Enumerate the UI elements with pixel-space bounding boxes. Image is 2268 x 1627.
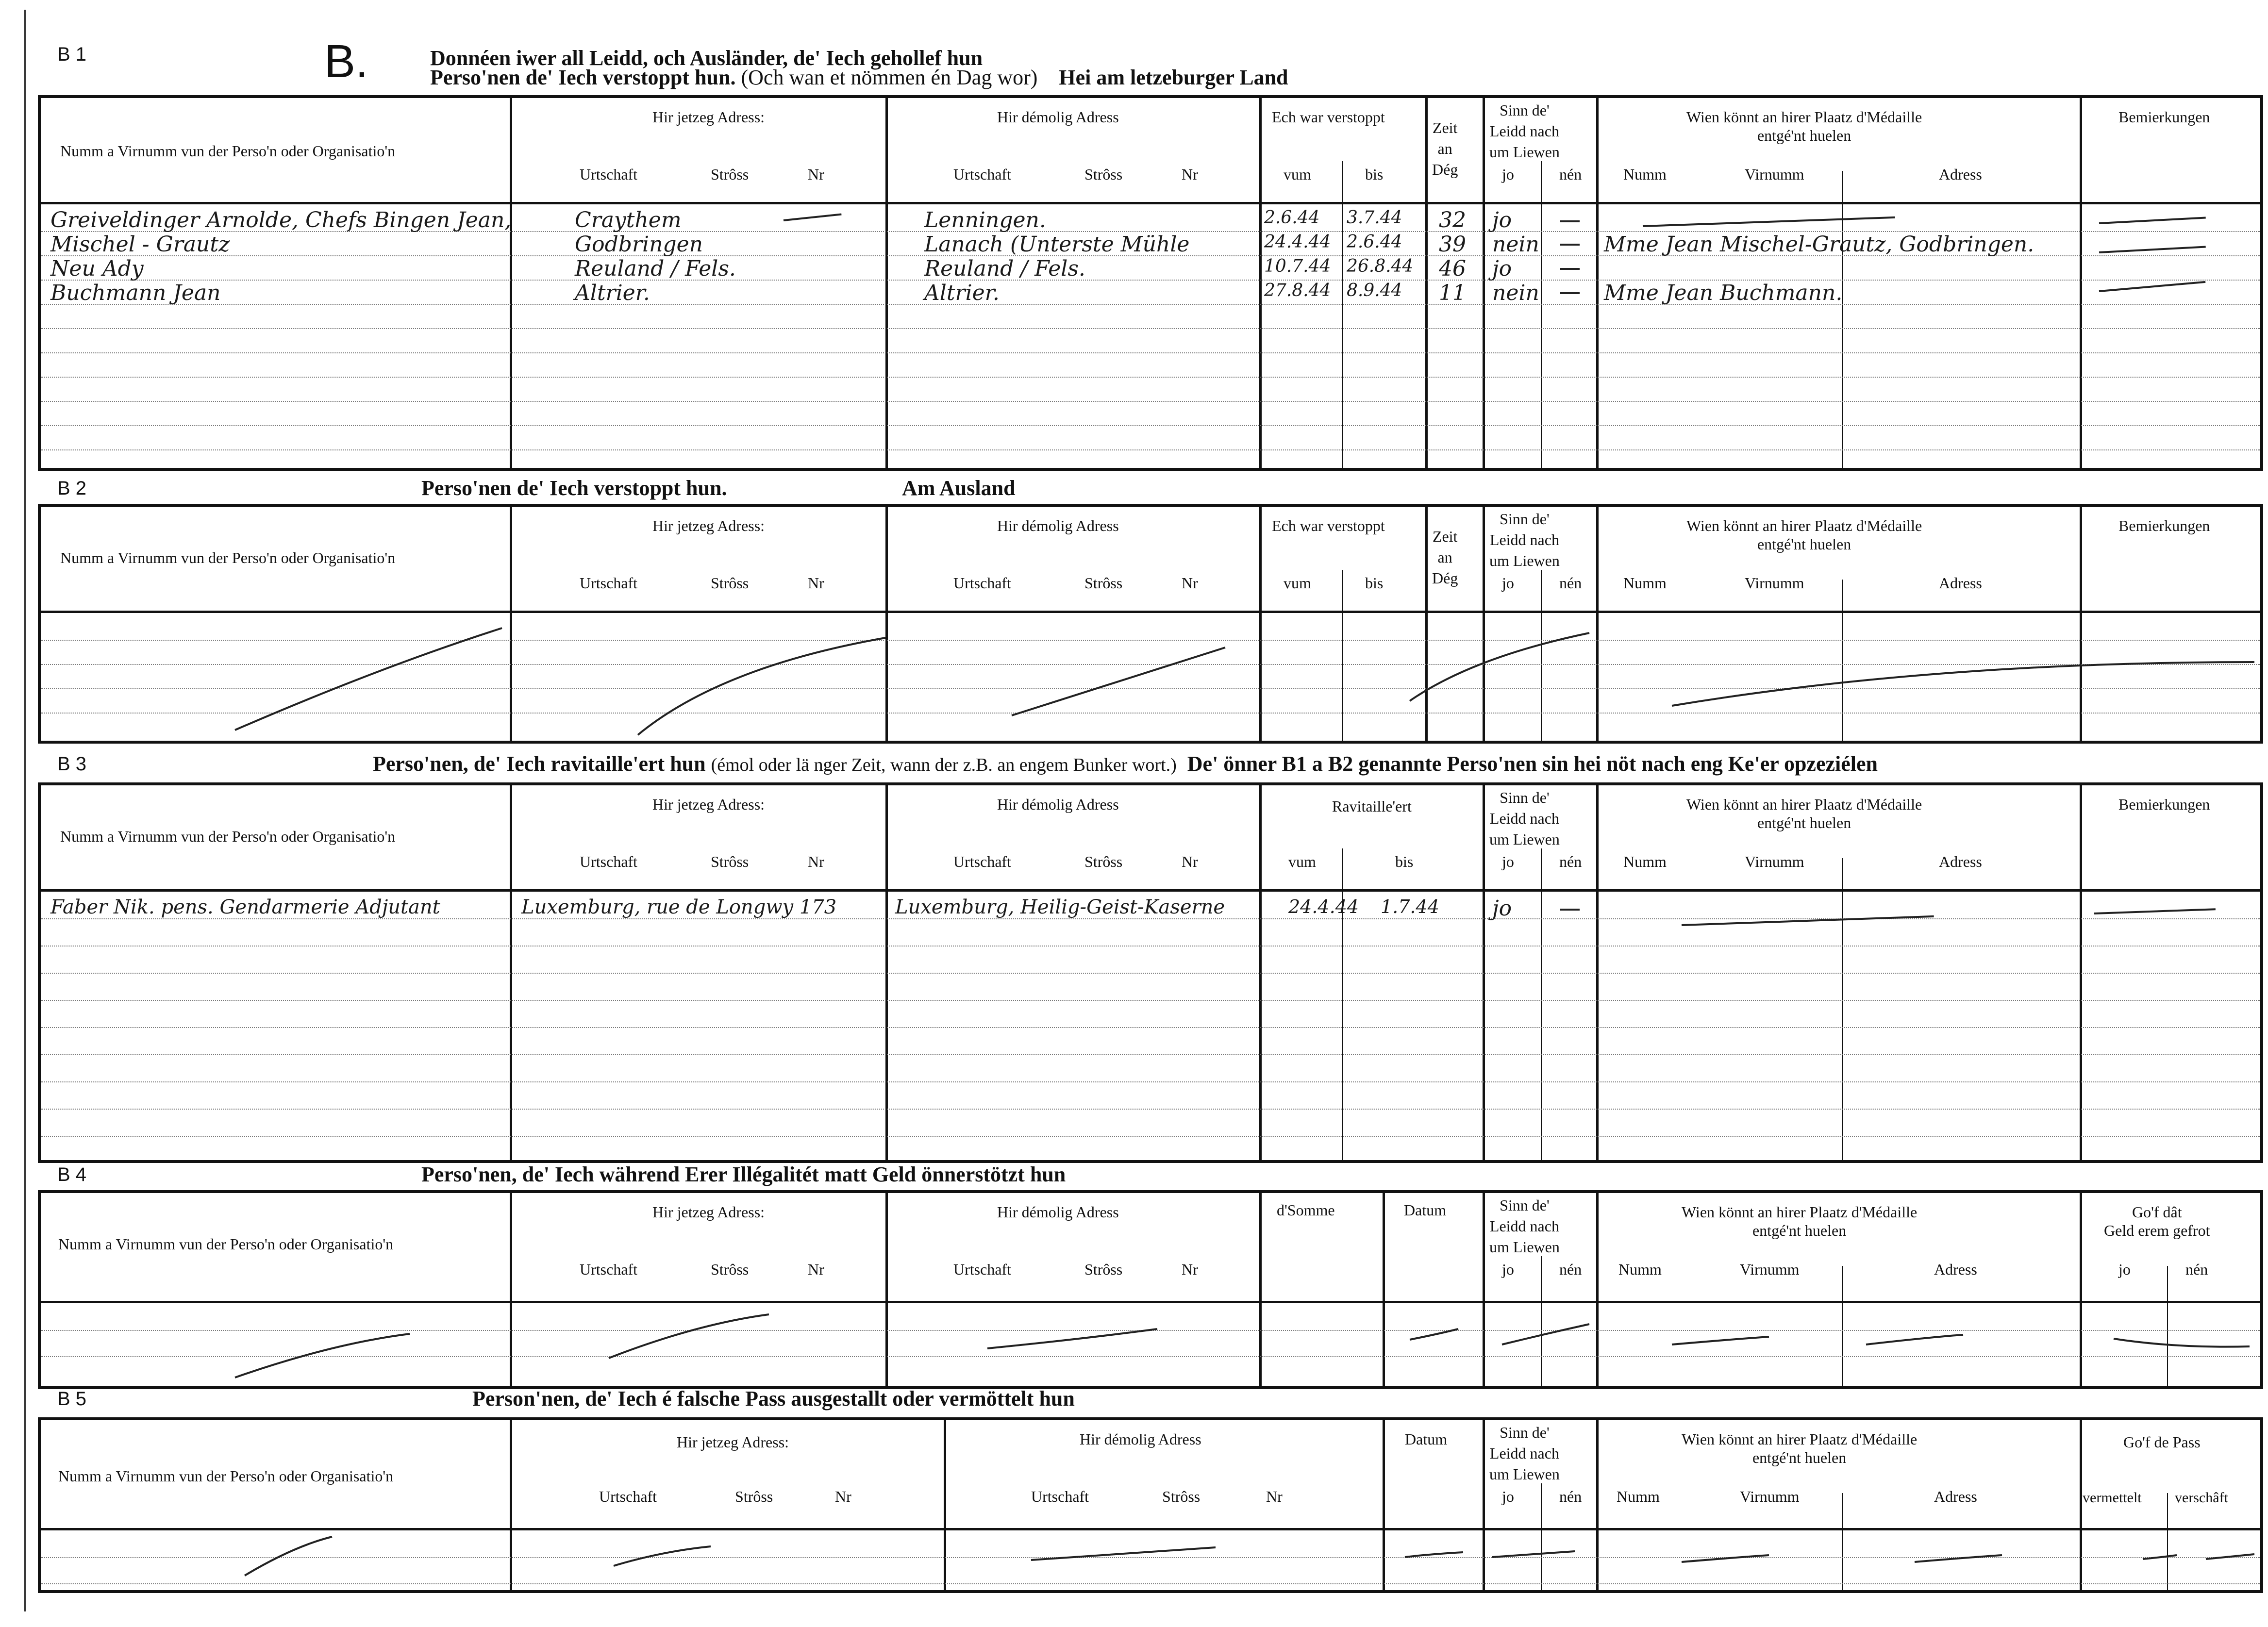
strike-mark [1560, 220, 1580, 222]
b1-row4-vum: 27.8.44 [1264, 281, 1331, 300]
section-code: B 2 [57, 478, 87, 499]
col-nr: Nr [1182, 574, 1198, 592]
col-stross: Strôss [1084, 166, 1123, 183]
col-jo: jo [1502, 1488, 1514, 1505]
section-b5-header [38, 1382, 2263, 1412]
col-stross: Strôss [711, 853, 749, 870]
section-b4-header [38, 1158, 2263, 1188]
col-remarks: Bemierkungen [2118, 796, 2210, 813]
col-money-returned: Go'f dât Geld erem gefrot [2104, 1203, 2210, 1240]
col-days: Zeit an Dég [1432, 119, 1458, 179]
col-bis: bis [1365, 166, 1384, 183]
col-urtschaft: Urtschaft [580, 166, 638, 183]
col-name-header: Numm a Virnumm vun der Perso'n oder Organisatio'n [58, 1467, 394, 1485]
b1-row4-days: 11 [1439, 281, 1466, 305]
col-alive: Sinn de' Leidd nach um Liewen [1489, 789, 1560, 848]
b1-row4-former: Altrier. [924, 281, 1000, 305]
section-b1-header [38, 35, 2263, 89]
b1-row1-days: 32 [1439, 208, 1466, 232]
col-numm: Numm [1623, 166, 1667, 183]
col-urtschaft: Urtschaft [580, 574, 638, 592]
table-b2 [38, 504, 2263, 744]
b1-row3-name: Neu Ady [50, 256, 144, 281]
col-current-address: Hir jetzeg Adress: [677, 1433, 789, 1451]
col-vum: vum [1288, 853, 1316, 870]
section-code: B 1 [57, 44, 87, 65]
b1-row4-medal: Mme Jean Buchmann. [1604, 281, 1843, 305]
col-vum: vum [1284, 574, 1311, 592]
col-urtschaft: Urtschaft [953, 1261, 1012, 1278]
section-title: Person'nen, de' Iech é falsche Pass ausgestallt oder vermöttelt hun [472, 1387, 1075, 1411]
col-alive: Sinn de' Leidd nach um Liewen [1489, 1424, 1560, 1483]
col-vum: vum [1284, 166, 1311, 183]
strike-mark [1560, 292, 1580, 294]
col-numm: Numm [1623, 574, 1667, 592]
col-vermettelt: vermettelt [2083, 1490, 2142, 1506]
col-stross: Strôss [711, 574, 749, 592]
section-code: B 4 [57, 1164, 87, 1185]
col-adress: Adress [1939, 853, 1982, 870]
b3-row1-name: Faber Nik. pens. Gendarmerie Adjutant [50, 896, 440, 918]
col-urtschaft: Urtschaft [1031, 1488, 1089, 1505]
col-medal: Wien könnt an hirer Plaatz d'Médaille entgé'nt huelen [1686, 796, 1922, 832]
col-remarks: Bemierkungen [2118, 517, 2210, 534]
col-nr: Nr [1182, 853, 1198, 870]
b1-row1-vum: 2.6.44 [1264, 208, 1320, 228]
b3-row1-former: Luxemburg, Heilig-Geist-Kaserne [895, 896, 1225, 918]
table-b3 [38, 782, 2263, 1163]
b1-row3-bis: 26.8.44 [1347, 256, 1414, 276]
col-jo: jo [1502, 574, 1514, 592]
col-bis: bis [1395, 853, 1414, 870]
strike-mark [2099, 281, 2206, 292]
section-title: Perso'nen de' Iech verstoppt hun. [421, 476, 727, 500]
col-medal: Wien könnt an hirer Plaatz d'Médaille entgé'nt huelen [1686, 517, 1922, 553]
col-nen: nén [1559, 853, 1582, 870]
col-nr: Nr [808, 1261, 824, 1278]
strike-mark [784, 213, 842, 221]
col-former-address: Hir démolig Adress [997, 1203, 1119, 1221]
b1-row3-vum: 10.7.44 [1264, 256, 1331, 276]
strike-mark [1682, 915, 1934, 926]
b1-row1-bis: 3.7.44 [1347, 208, 1402, 228]
section-title: Perso'nen, de' Iech während Erer Illégalitét matt Geld önnerstötzt hun [421, 1162, 1066, 1186]
col-stross: Strôss [711, 166, 749, 183]
b1-row3-current: Reuland / Fels. [575, 256, 736, 281]
col-urtschaft: Urtschaft [953, 853, 1012, 870]
col-nr: Nr [1266, 1488, 1283, 1505]
section-title-line1: Donnéen iwer all Leidd, och Ausländer, de' Iech gehollef hun [430, 46, 983, 70]
col-nen: nén [2185, 1261, 2208, 1278]
strike-mark [2099, 246, 2206, 253]
col-nen: nén [1559, 166, 1582, 183]
col-sum: d'Somme [1277, 1201, 1335, 1219]
col-adress: Adress [1939, 166, 1982, 183]
col-nen: nén [1559, 1261, 1582, 1278]
col-stross: Strôss [1084, 574, 1123, 592]
col-date: Datum [1404, 1201, 1447, 1219]
b1-row2-current: Godbringen [575, 232, 703, 257]
col-nr: Nr [1182, 1261, 1198, 1278]
b1-row2-former: Lanach (Unterste Mühle [924, 232, 1190, 257]
b1-row4-bis: 8.9.44 [1347, 281, 1402, 300]
strike-mark [1560, 268, 1580, 270]
col-stross: Strôss [711, 1261, 749, 1278]
col-hidden: Ech war verstoppt [1272, 517, 1385, 534]
b1-row2-days: 39 [1439, 232, 1466, 257]
col-nr: Nr [808, 574, 824, 592]
col-former-address: Hir démolig Adress [997, 108, 1119, 126]
col-virnumm: Virnumm [1745, 166, 1804, 183]
col-stross: Strôss [1084, 1261, 1123, 1278]
col-days: Zeit an Dég [1432, 528, 1458, 587]
col-medal: Wien könnt an hirer Plaatz d'Médaille entgé'nt huelen [1686, 108, 1922, 145]
table-b4 [38, 1190, 2263, 1389]
b3-row1-vum: 24.4.44 [1288, 896, 1359, 917]
col-name-header: Numm a Virnumm vun der Perso'n oder Organisatio'n [60, 142, 396, 160]
col-stross: Strôss [1084, 853, 1123, 870]
margin-line [24, 10, 26, 1611]
col-nr: Nr [835, 1488, 851, 1505]
col-jo: jo [1502, 853, 1514, 870]
section-code: B 5 [57, 1388, 87, 1410]
strike-lines [41, 1420, 2260, 1590]
col-nr: Nr [808, 853, 824, 870]
section-title-line2: Perso'nen de' Iech verstoppt hun. (Och wan et nömmen én Dag wor) Hei am letzeburger Land [430, 66, 1288, 89]
col-name-header: Numm a Virnumm vun der Perso'n oder Organisatio'n [58, 1235, 394, 1253]
col-adress: Adress [1934, 1488, 1977, 1505]
b1-row3-former: Reuland / Fels. [924, 256, 1085, 281]
b1-row4-alive: nein [1492, 281, 1539, 305]
col-medal: Wien könnt an hirer Plaatz d'Médaille entgé'nt huelen [1682, 1430, 1918, 1467]
col-alive: Sinn de' Leidd nach um Liewen [1489, 1196, 1560, 1256]
col-urtschaft: Urtschaft [953, 166, 1012, 183]
b1-row1-former: Lenningen. [924, 208, 1046, 232]
col-nr: Nr [1182, 166, 1198, 183]
col-alive: Sinn de' Leidd nach um Liewen [1489, 101, 1560, 161]
b3-row1-bis: 1.7.44 [1381, 896, 1439, 917]
col-alive: Sinn de' Leidd nach um Liewen [1489, 510, 1560, 570]
col-adress: Adress [1934, 1261, 1977, 1278]
b1-row4-current: Altrier. [575, 281, 650, 305]
col-nen: nén [1559, 1488, 1582, 1505]
b1-row2-medal: Mme Jean Mischel-Grautz, Godbringen. [1604, 232, 2035, 257]
b3-row1-current: Luxemburg, rue de Longwy 173 [521, 896, 837, 918]
strike-mark [1643, 216, 1895, 227]
b1-row2-bis: 2.6.44 [1347, 232, 1402, 252]
col-nen: nén [1559, 574, 1582, 592]
b1-row2-vum: 24.4.44 [1264, 232, 1331, 252]
col-medal: Wien könnt an hirer Plaatz d'Médaille entgé'nt huelen [1682, 1203, 1918, 1240]
strike-mark [1560, 244, 1580, 246]
col-bis: bis [1365, 574, 1384, 592]
b1-row1-name: Greiveldinger Arnolde, Chefs Bingen Jean, [50, 208, 512, 232]
section-code: B 3 [57, 753, 87, 775]
col-former-address: Hir démolig Adress [997, 796, 1119, 813]
b1-row2-alive: nein [1492, 232, 1539, 257]
b1-row3-days: 46 [1439, 256, 1466, 281]
col-jo: jo [2118, 1261, 2131, 1278]
col-former-address: Hir démolig Adress [1080, 1430, 1201, 1448]
col-stross: Strôss [735, 1488, 773, 1505]
col-verschaft: verschâft [2175, 1490, 2228, 1506]
col-name-header: Numm a Virnumm vun der Perso'n oder Organisatio'n [60, 828, 396, 845]
section-b2-header [38, 472, 2263, 502]
col-virnumm: Virnumm [1745, 853, 1804, 870]
strike-mark [2094, 908, 2216, 914]
col-current-address: Hir jetzeg Adress: [652, 517, 765, 534]
col-urtschaft: Urtschaft [953, 574, 1012, 592]
col-current-address: Hir jetzeg Adress: [652, 1203, 765, 1221]
col-urtschaft: Urtschaft [599, 1488, 657, 1505]
col-former-address: Hir démolig Adress [997, 517, 1119, 534]
col-hidden: Ech war verstoppt [1272, 108, 1385, 126]
col-passport: Go'f de Pass [2123, 1433, 2201, 1451]
col-numm: Numm [1617, 1488, 1660, 1505]
col-current-address: Hir jetzeg Adress: [652, 108, 765, 126]
col-virnumm: Virnumm [1740, 1261, 1800, 1278]
b1-row4-name: Buchmann Jean [50, 281, 221, 305]
strike-lines [41, 507, 2260, 740]
col-date: Datum [1405, 1430, 1448, 1448]
strike-lines [41, 1193, 2260, 1387]
col-ravitailleert: Ravitaille'ert [1332, 797, 1412, 815]
col-stross: Strôss [1162, 1488, 1201, 1505]
strike-mark [1560, 909, 1580, 911]
b1-row2-name: Mischel - Grautz [50, 232, 230, 257]
section-title: Perso'nen, de' Iech ravitaille'ert hun (émol oder lä nger Zeit, wann der z.B. an engem Bunker wort.) De' önner B1 a B2 genannte Perso'nen sin hei nöt nach eng Ke'er opzeziélen [373, 752, 1878, 776]
b1-row3-alive: jo [1492, 256, 1512, 281]
col-jo: jo [1502, 166, 1514, 183]
section-title-right: Am Ausland [902, 476, 1016, 500]
b3-row1-alive: jo [1492, 896, 1512, 921]
col-name-header: Numm a Virnumm vun der Perso'n oder Organisatio'n [60, 549, 396, 566]
col-adress: Adress [1939, 574, 1982, 592]
b1-row1-current: Craythem [575, 208, 682, 232]
col-urtschaft: Urtschaft [580, 1261, 638, 1278]
col-numm: Numm [1623, 853, 1667, 870]
col-numm: Numm [1618, 1261, 1662, 1278]
col-virnumm: Virnumm [1745, 574, 1804, 592]
b1-row1-alive: jo [1492, 208, 1512, 232]
col-jo: jo [1502, 1261, 1514, 1278]
col-virnumm: Virnumm [1740, 1488, 1800, 1505]
table-b5 [38, 1417, 2263, 1593]
col-remarks: Bemierkungen [2118, 108, 2210, 126]
form-letter: B. [324, 35, 368, 87]
table-b1 [38, 95, 2263, 471]
col-current-address: Hir jetzeg Adress: [652, 796, 765, 813]
section-b3-header [38, 747, 2263, 778]
strike-mark [2099, 216, 2206, 224]
col-urtschaft: Urtschaft [580, 853, 638, 870]
col-nr: Nr [808, 166, 824, 183]
